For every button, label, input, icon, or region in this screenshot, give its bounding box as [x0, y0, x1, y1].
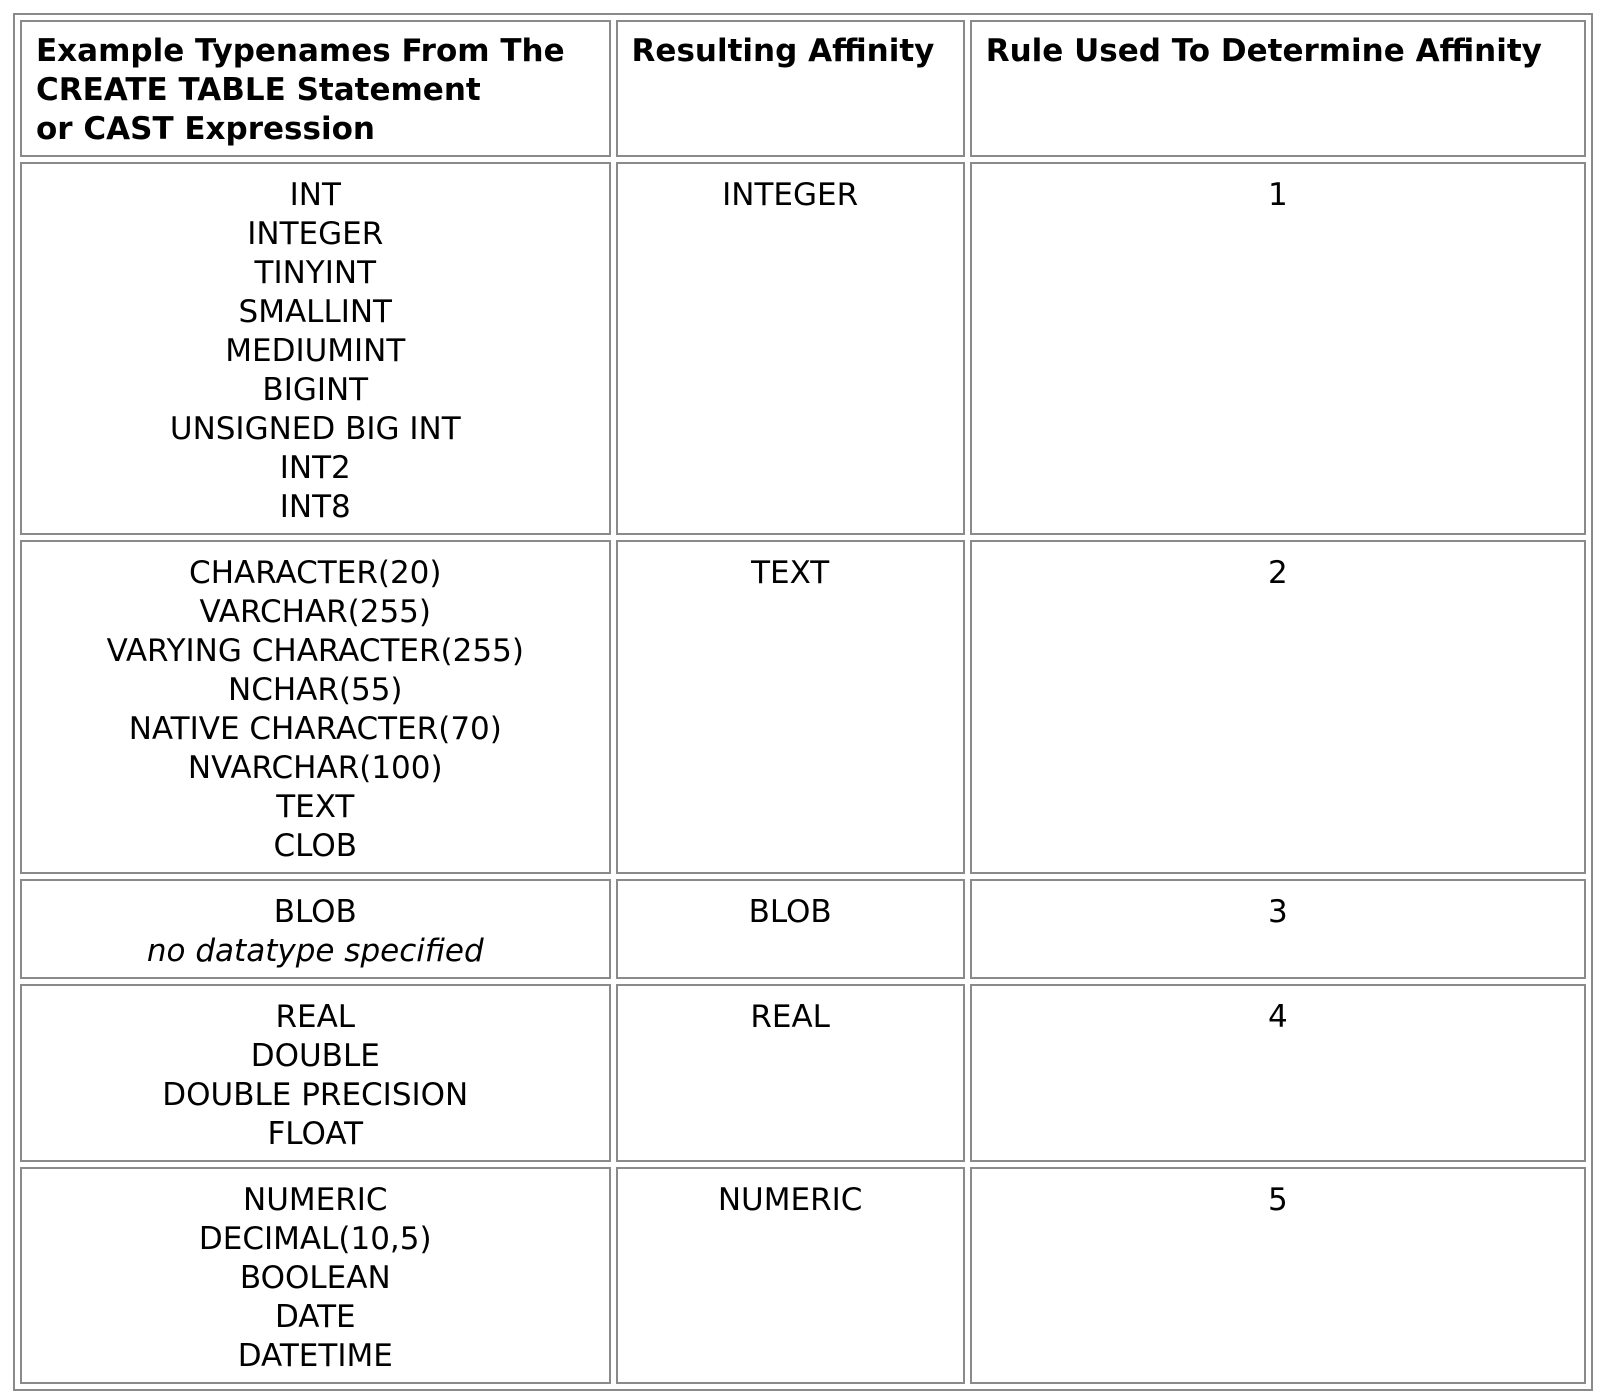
typename: NUMERIC — [243, 1182, 388, 1218]
rule-cell: 4 — [970, 984, 1586, 1162]
typename: DECIMAL(10,5) — [198, 1221, 432, 1257]
typename: CHARACTER(20) — [189, 555, 442, 591]
typenames-cell — [20, 162, 611, 535]
header-line: Example Typenames From The — [36, 33, 565, 69]
typename: INTEGER — [247, 216, 384, 252]
typename: INT2 — [279, 450, 351, 486]
header-line: CREATE TABLE Statement — [36, 72, 481, 108]
header-resulting-affinity: Resulting Affinity — [616, 20, 965, 157]
typename: CLOB — [273, 828, 358, 864]
affinity-cell: NUMERIC — [616, 1167, 965, 1384]
rule-cell: 2 — [970, 540, 1586, 874]
typename: INT8 — [279, 489, 351, 525]
typename: MEDIUMINT — [225, 333, 406, 369]
affinity-cell: INTEGER — [616, 162, 965, 535]
typename: DOUBLE PRECISION — [162, 1077, 469, 1113]
table-row — [20, 879, 1586, 979]
table-row — [20, 540, 1586, 874]
typename: BLOB — [273, 894, 357, 930]
typename: DATETIME — [237, 1338, 393, 1374]
header-example-typenames — [20, 20, 611, 157]
typename: FLOAT — [267, 1116, 364, 1152]
table-row — [20, 162, 1586, 535]
header-rule: Rule Used To Determine Affinity — [970, 20, 1586, 157]
typename: INT — [289, 177, 341, 213]
typenames-cell — [20, 879, 611, 979]
affinity-cell: TEXT — [616, 540, 965, 874]
typename-note: no datatype specified — [146, 933, 484, 969]
typename: DATE — [274, 1299, 356, 1335]
affinity-cell: REAL — [616, 984, 965, 1162]
rule-cell: 5 — [970, 1167, 1586, 1384]
typename: DOUBLE — [250, 1038, 380, 1074]
typenames-cell — [20, 1167, 611, 1384]
typename: BOOLEAN — [239, 1260, 391, 1296]
typename: VARYING CHARACTER(255) — [106, 633, 524, 669]
table-row — [20, 984, 1586, 1162]
table-header-row — [20, 20, 1586, 157]
affinity-cell: BLOB — [616, 879, 965, 979]
typename: SMALLINT — [238, 294, 392, 330]
affinity-table — [13, 13, 1593, 1391]
affinity-table-container — [13, 13, 1593, 1391]
typename: NCHAR(55) — [228, 672, 403, 708]
typenames-cell — [20, 984, 611, 1162]
typename: TINYINT — [254, 255, 377, 291]
typename: BIGINT — [262, 372, 369, 408]
table-row — [20, 1167, 1586, 1384]
typename: UNSIGNED BIG INT — [169, 411, 461, 447]
header-line: or CAST Expression — [36, 111, 375, 147]
typename: REAL — [275, 999, 356, 1035]
rule-cell: 3 — [970, 879, 1586, 979]
typename: NATIVE CHARACTER(70) — [128, 711, 502, 747]
typename: NVARCHAR(100) — [187, 750, 443, 786]
typenames-cell — [20, 540, 611, 874]
typename: VARCHAR(255) — [199, 594, 432, 630]
rule-cell: 1 — [970, 162, 1586, 535]
typename: TEXT — [276, 789, 355, 825]
